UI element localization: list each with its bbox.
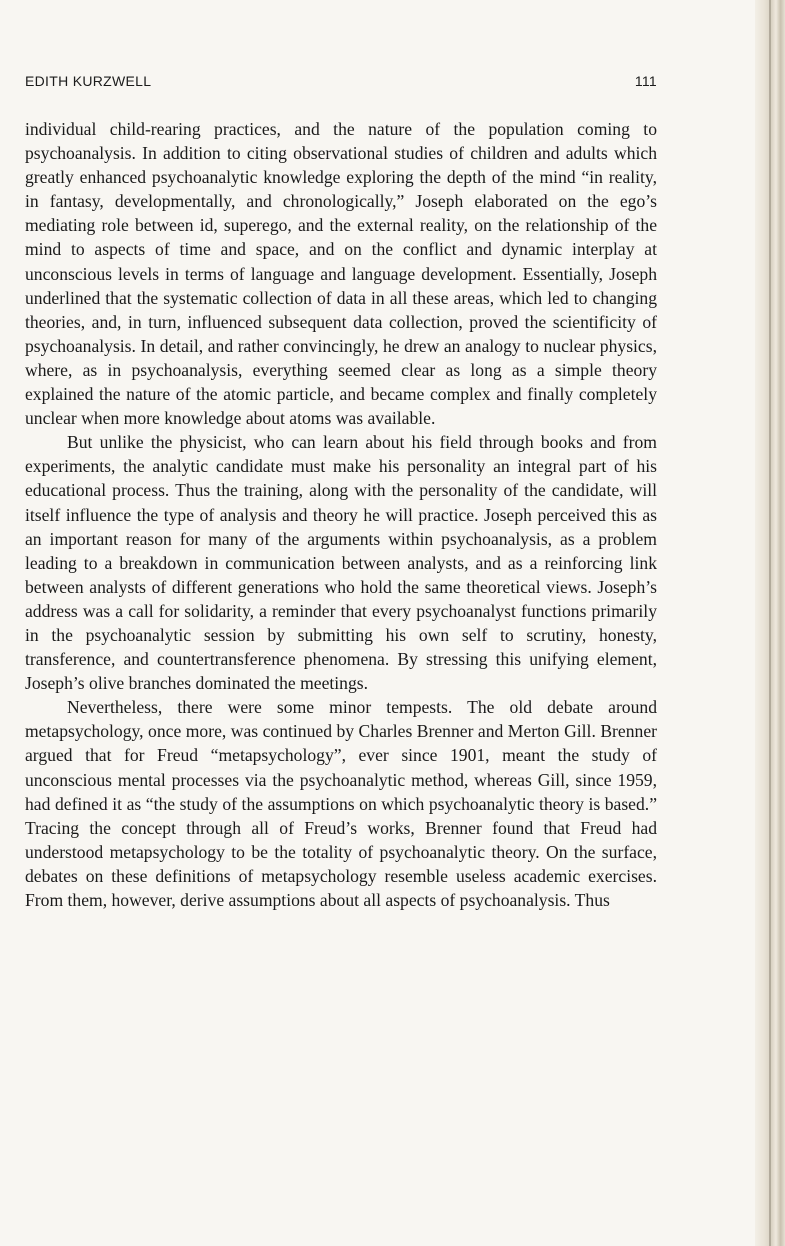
binding-shadow bbox=[769, 0, 771, 1246]
running-head bbox=[25, 73, 657, 91]
paragraph: Nevertheless, there were some minor tempests. The old debate around metapsychology, once more, was continued by Charles Brenner and Merton Gill. Brenner argued that for Freud “metapsychology”, ever since 1901, meant the study of unconscious mental processes via the psychoanalytic method, whereas Gill, since 1959, had defined it as “the study of the assumptions on which psychoanalytic theory is based.” Tracing the concept through all of Freud’s works, Brenner found that Freud had understood metapsychology to be the totality of psychoanalytic theory. On the surface, debates on these definitions of metapsychology resemble useless academic exercises. From them, however, derive assumptions about all aspects of psychoanalysis. Thus bbox=[25, 697, 657, 910]
page-number: 111 bbox=[634, 73, 657, 89]
paragraph: But unlike the physicist, who can learn about his field through books and from experiments, the analytic candidate must make his personality an integral part of his educational process. Thus the training, along with the personality of the candidate, will itself influence the type of analysis and theory he will practice. Joseph perceived this as an important reason for many of the arguments within psychoanalysis, as a problem leading to a breakdown in communication between analysts, and as a reinforcing link between analysts of different generations who hold the same theoretical views. Joseph’s address was a call for solidarity, a reminder that every psychoanalyst functions primarily in the psychoanalytic session by submitting his own self to scrutiny, honesty, transference, and countertransference phenomena. By stressing this unifying element, Joseph’s olive branches dominated the meetings. bbox=[25, 432, 657, 694]
body-text bbox=[25, 117, 657, 912]
paragraph-continued: individual child-rearing practices, and the nature of the population coming to psychoanalysis. In addition to citing observational studies of children and adults which greatly enhanced psychoanalytic knowledge exploring the depth of the mind “in reality, in fantasy, developmentally, and chronologically,” Joseph elaborated on the ego’s mediating role between id, superego, and the external reality, on the relationship of the mind to aspects of time and space, and on the conflict and dynamic interplay at unconscious levels in terms of language and language development. Essentially, Joseph underlined that the systematic collection of data in all these areas, which led to changing theories, and, in turn, influenced subsequent data collection, proved the scientificity of psychoanalysis. In detail, and rather convincingly, he drew an analogy to nuclear physics, where, as in psychoanalysis, everything seemed clear as long as a simple theory explained the nature of the atomic particle, and became complex and finally completely unclear when more knowledge about atoms was available. bbox=[25, 119, 657, 429]
running-head-author: EDITH KURZWELL bbox=[25, 73, 152, 89]
